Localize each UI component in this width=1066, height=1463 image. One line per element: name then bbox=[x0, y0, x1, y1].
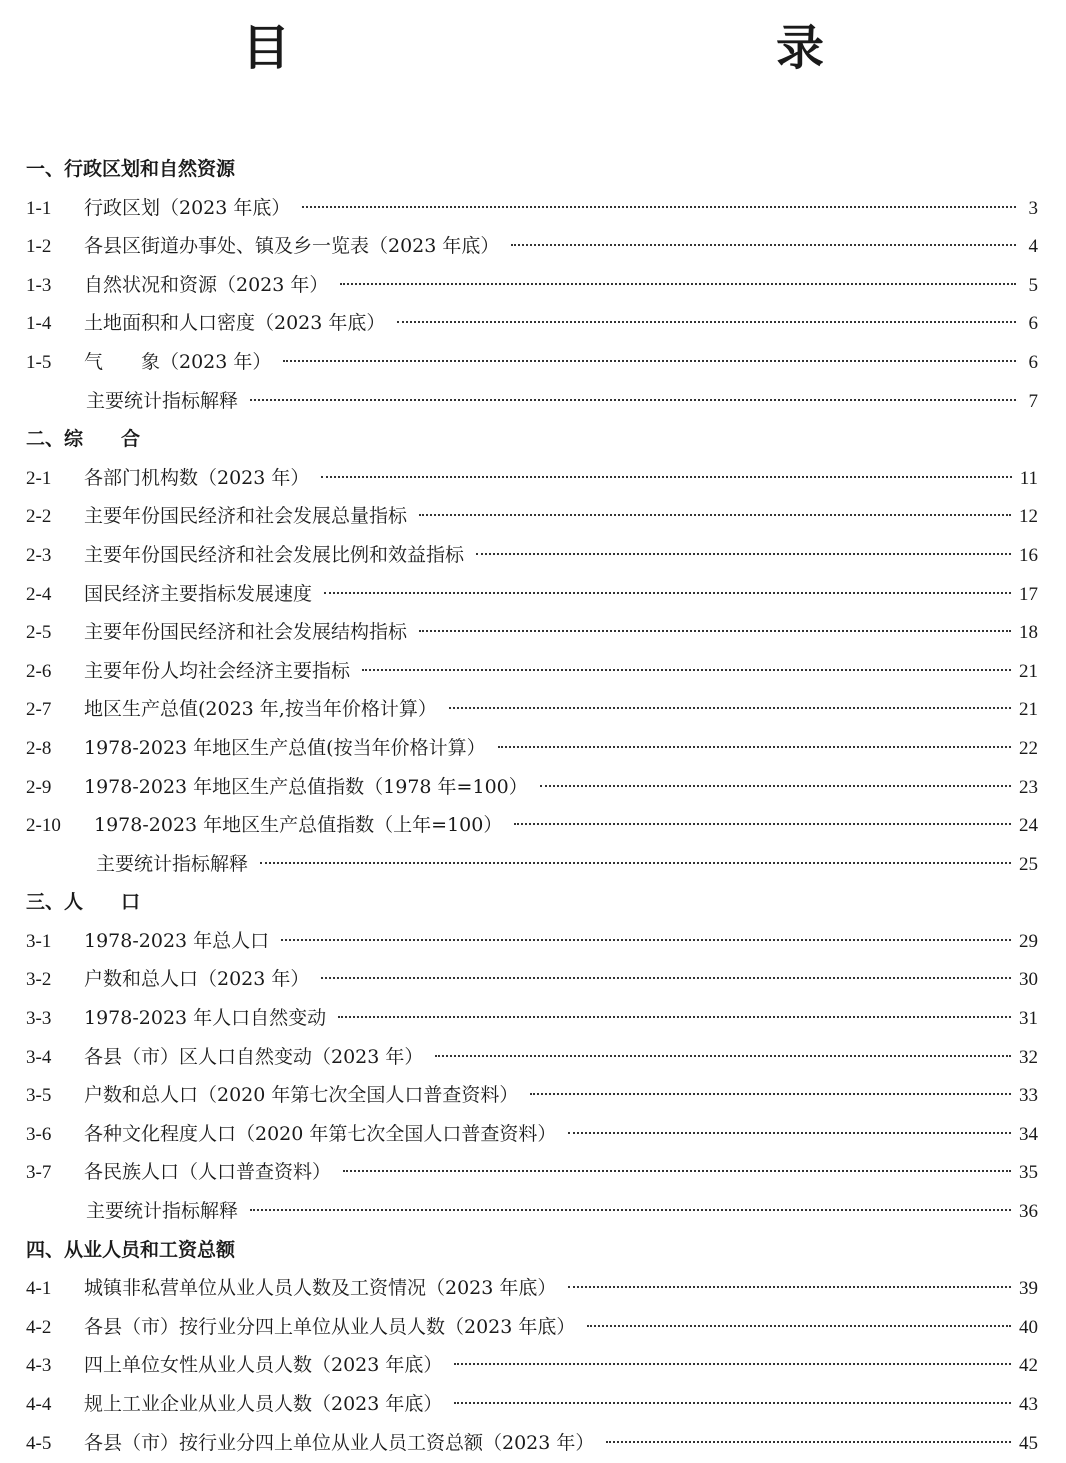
toc-entry[interactable] bbox=[26, 1385, 1038, 1424]
entry-number: 2-2 bbox=[26, 506, 52, 528]
toc-entry[interactable] bbox=[26, 189, 1038, 228]
entry-number: 2-8 bbox=[26, 737, 52, 759]
toc-entry[interactable] bbox=[26, 343, 1038, 382]
toc-entry[interactable] bbox=[26, 1308, 1038, 1347]
entry-title: 户数和总人口（2023 年） bbox=[84, 968, 310, 991]
dot-leader bbox=[530, 1093, 1011, 1095]
entry-page: 25 bbox=[1019, 853, 1038, 875]
entry-number: 4-1 bbox=[26, 1278, 52, 1300]
entry-number: 1-4 bbox=[26, 313, 52, 335]
entry-number: 1-1 bbox=[26, 197, 52, 219]
entry-title: 1978-2023 年地区生产总值指数（1978 年=100） bbox=[84, 775, 528, 798]
entry-title: 四上单位女性从业人员人数（2023 年底） bbox=[84, 1354, 443, 1377]
section-heading: 二、综 合 bbox=[26, 428, 141, 451]
entry-number: 2-10 bbox=[26, 815, 61, 837]
toc-entry[interactable] bbox=[26, 382, 1038, 421]
entry-page: 18 bbox=[1019, 622, 1038, 644]
toc-entry[interactable] bbox=[26, 459, 1038, 498]
dot-leader bbox=[511, 244, 1016, 246]
entry-page: 39 bbox=[1019, 1278, 1038, 1300]
dot-leader bbox=[568, 1286, 1011, 1288]
toc-entry[interactable] bbox=[26, 806, 1038, 845]
toc-entry[interactable] bbox=[26, 960, 1038, 999]
entry-title: 各部门机构数（2023 年） bbox=[84, 466, 310, 489]
entry-page: 43 bbox=[1019, 1394, 1038, 1415]
entry-number: 3-7 bbox=[26, 1162, 52, 1184]
entry-page: 21 bbox=[1019, 660, 1038, 682]
toc-entry[interactable] bbox=[26, 729, 1038, 768]
entry-page: 11 bbox=[1019, 467, 1038, 489]
dot-leader bbox=[321, 977, 1011, 979]
entry-page: 3 bbox=[1028, 197, 1038, 219]
dot-leader bbox=[514, 823, 1011, 825]
entry-page: 4 bbox=[1028, 236, 1038, 258]
dot-leader bbox=[419, 514, 1011, 516]
dot-leader bbox=[321, 476, 1011, 478]
entry-page: 6 bbox=[1028, 351, 1038, 373]
entry-page: 24 bbox=[1019, 815, 1038, 837]
dot-leader bbox=[302, 206, 1016, 208]
entry-title: 各县（市）按行业分四上单位从业人员工资总额（2023 年） bbox=[84, 1431, 595, 1454]
toc-entry[interactable] bbox=[26, 227, 1038, 266]
toc-entry[interactable] bbox=[26, 497, 1038, 536]
entry-page: 23 bbox=[1019, 776, 1038, 798]
entry-title: 主要年份人均社会经济主要指标 bbox=[84, 659, 351, 682]
dot-leader bbox=[250, 1209, 1011, 1211]
entry-page: 29 bbox=[1019, 930, 1038, 952]
toc-entry[interactable] bbox=[26, 1038, 1038, 1077]
dot-leader bbox=[540, 785, 1011, 787]
toc-entry[interactable] bbox=[26, 1076, 1038, 1115]
entry-number: 3-1 bbox=[26, 930, 52, 952]
dot-leader bbox=[260, 862, 1011, 864]
entry-number: 3-2 bbox=[26, 969, 52, 991]
dot-leader bbox=[606, 1441, 1011, 1443]
entry-page: 42 bbox=[1019, 1355, 1038, 1377]
entry-title: 各县（市）区人口自然变动（2023 年） bbox=[84, 1045, 424, 1068]
section-heading: 三、人 口 bbox=[26, 891, 141, 914]
toc-entry[interactable] bbox=[26, 1115, 1038, 1154]
entry-title: 国民经济主要指标发展速度 bbox=[84, 582, 313, 605]
entry-number: 3-5 bbox=[26, 1085, 52, 1107]
entry-title: 1978-2023 年地区生产总值(按当年价格计算） bbox=[84, 736, 486, 759]
toc-entry[interactable] bbox=[26, 1153, 1038, 1192]
entry-title: 主要年份国民经济和社会发展总量指标 bbox=[84, 505, 408, 528]
section-heading: 一、行政区划和自然资源 bbox=[26, 158, 236, 180]
entry-page: 30 bbox=[1019, 969, 1038, 991]
entry-page: 12 bbox=[1019, 506, 1038, 528]
dot-leader bbox=[454, 1363, 1011, 1365]
toc-entry[interactable] bbox=[26, 690, 1038, 729]
dot-leader bbox=[498, 746, 1011, 748]
entry-number: 4-4 bbox=[26, 1394, 52, 1415]
entry-title: 户数和总人口（2020 年第七次全国人口普查资料） bbox=[84, 1084, 519, 1107]
page-title: 目 录 bbox=[241, 20, 954, 76]
dot-leader bbox=[281, 939, 1011, 941]
entry-number: 3-3 bbox=[26, 1008, 52, 1030]
entry-title: 主要统计指标解释 bbox=[86, 389, 239, 412]
entry-page: 32 bbox=[1019, 1046, 1038, 1068]
entry-title: 城镇非私营单位从业人员人数及工资情况（2023 年底） bbox=[84, 1277, 557, 1300]
entry-page: 33 bbox=[1019, 1085, 1038, 1107]
entry-number: 2-6 bbox=[26, 660, 52, 682]
dot-leader bbox=[454, 1402, 1011, 1404]
entry-number: 1-3 bbox=[26, 274, 52, 296]
entry-title: 气 象（2023 年） bbox=[84, 350, 272, 373]
entry-title: 主要统计指标解释 bbox=[86, 1200, 239, 1223]
entry-title: 主要年份国民经济和社会发展比例和效益指标 bbox=[84, 543, 465, 566]
entry-number: 1-2 bbox=[26, 236, 52, 258]
entry-page: 31 bbox=[1019, 1008, 1038, 1030]
entry-title: 地区生产总值(2023 年,按当年价格计算） bbox=[84, 698, 437, 721]
entry-page: 17 bbox=[1019, 583, 1038, 605]
dot-leader bbox=[343, 1170, 1011, 1172]
entry-title: 各种文化程度人口（2020 年第七次全国人口普查资料） bbox=[84, 1122, 557, 1145]
toc-entry[interactable] bbox=[26, 536, 1038, 575]
entry-number: 3-4 bbox=[26, 1046, 52, 1068]
toc-entry[interactable] bbox=[26, 999, 1038, 1038]
toc-entry[interactable] bbox=[26, 1424, 1038, 1463]
entry-page: 35 bbox=[1019, 1162, 1038, 1184]
entry-title: 主要统计指标解释 bbox=[96, 852, 249, 875]
toc-entry[interactable] bbox=[26, 1269, 1038, 1308]
dot-leader bbox=[419, 630, 1011, 632]
entry-number: 2-7 bbox=[26, 699, 52, 721]
toc-entry[interactable] bbox=[26, 266, 1038, 305]
entry-number: 2-5 bbox=[26, 622, 52, 644]
entry-page: 45 bbox=[1019, 1432, 1038, 1454]
entry-page: 40 bbox=[1019, 1316, 1038, 1338]
dot-leader bbox=[250, 399, 1016, 401]
entry-title: 土地面积和人口密度（2023 年底） bbox=[84, 312, 386, 335]
entry-title: 各县区街道办事处、镇及乡一览表（2023 年底） bbox=[84, 235, 500, 258]
entry-number: 4-2 bbox=[26, 1316, 52, 1338]
entry-number: 3-6 bbox=[26, 1123, 52, 1145]
toc-entry[interactable] bbox=[26, 1192, 1038, 1231]
dot-leader bbox=[362, 669, 1011, 671]
section-heading: 四、从业人员和工资总额 bbox=[26, 1238, 236, 1261]
entry-page: 7 bbox=[1028, 390, 1038, 412]
entry-page: 34 bbox=[1019, 1123, 1038, 1145]
dot-leader bbox=[476, 553, 1011, 555]
entry-title: 行政区划（2023 年底） bbox=[84, 196, 291, 219]
entry-title: 主要年份国民经济和社会发展结构指标 bbox=[84, 621, 408, 644]
entry-number: 1-5 bbox=[26, 351, 52, 373]
dot-leader bbox=[435, 1055, 1011, 1057]
entry-number: 2-4 bbox=[26, 583, 52, 605]
entry-page: 16 bbox=[1019, 544, 1038, 566]
dot-leader bbox=[283, 360, 1016, 362]
dot-leader bbox=[340, 283, 1016, 285]
entry-title: 1978-2023 年总人口 bbox=[84, 929, 270, 952]
toc-entry[interactable] bbox=[26, 575, 1038, 614]
entry-page: 36 bbox=[1019, 1201, 1038, 1223]
dot-leader bbox=[397, 321, 1016, 323]
toc-entry[interactable] bbox=[26, 613, 1038, 652]
dot-leader bbox=[324, 592, 1011, 594]
entry-number: 2-1 bbox=[26, 467, 52, 489]
entry-number: 2-9 bbox=[26, 776, 52, 798]
toc-entry[interactable] bbox=[26, 768, 1038, 807]
entry-number: 4-3 bbox=[26, 1355, 52, 1377]
dot-leader bbox=[568, 1132, 1011, 1134]
entry-number: 4-5 bbox=[26, 1432, 52, 1454]
toc-entry[interactable] bbox=[26, 652, 1038, 691]
table-of-contents bbox=[26, 150, 1038, 1462]
entry-title: 各县（市）按行业分四上单位从业人员人数（2023 年底） bbox=[84, 1315, 576, 1338]
toc-entry[interactable] bbox=[26, 304, 1038, 343]
entry-title: 1978-2023 年地区生产总值指数（上年=100） bbox=[94, 814, 503, 837]
dot-leader bbox=[338, 1016, 1011, 1018]
entry-page: 5 bbox=[1028, 274, 1038, 296]
entry-title: 规上工业企业从业人员人数（2023 年底） bbox=[84, 1393, 443, 1415]
entry-page: 21 bbox=[1019, 699, 1038, 721]
entry-number: 2-3 bbox=[26, 544, 52, 566]
toc-entry[interactable] bbox=[26, 922, 1038, 961]
entry-title: 各民族人口（人口普查资料） bbox=[84, 1161, 332, 1184]
toc-entry[interactable] bbox=[26, 845, 1038, 884]
entry-title: 自然状况和资源（2023 年） bbox=[84, 273, 329, 296]
dot-leader bbox=[449, 707, 1011, 709]
entry-page: 6 bbox=[1028, 313, 1038, 335]
entry-title: 1978-2023 年人口自然变动 bbox=[84, 1007, 327, 1030]
entry-page: 22 bbox=[1019, 737, 1038, 759]
toc-entry[interactable] bbox=[26, 1346, 1038, 1385]
dot-leader bbox=[587, 1325, 1011, 1327]
